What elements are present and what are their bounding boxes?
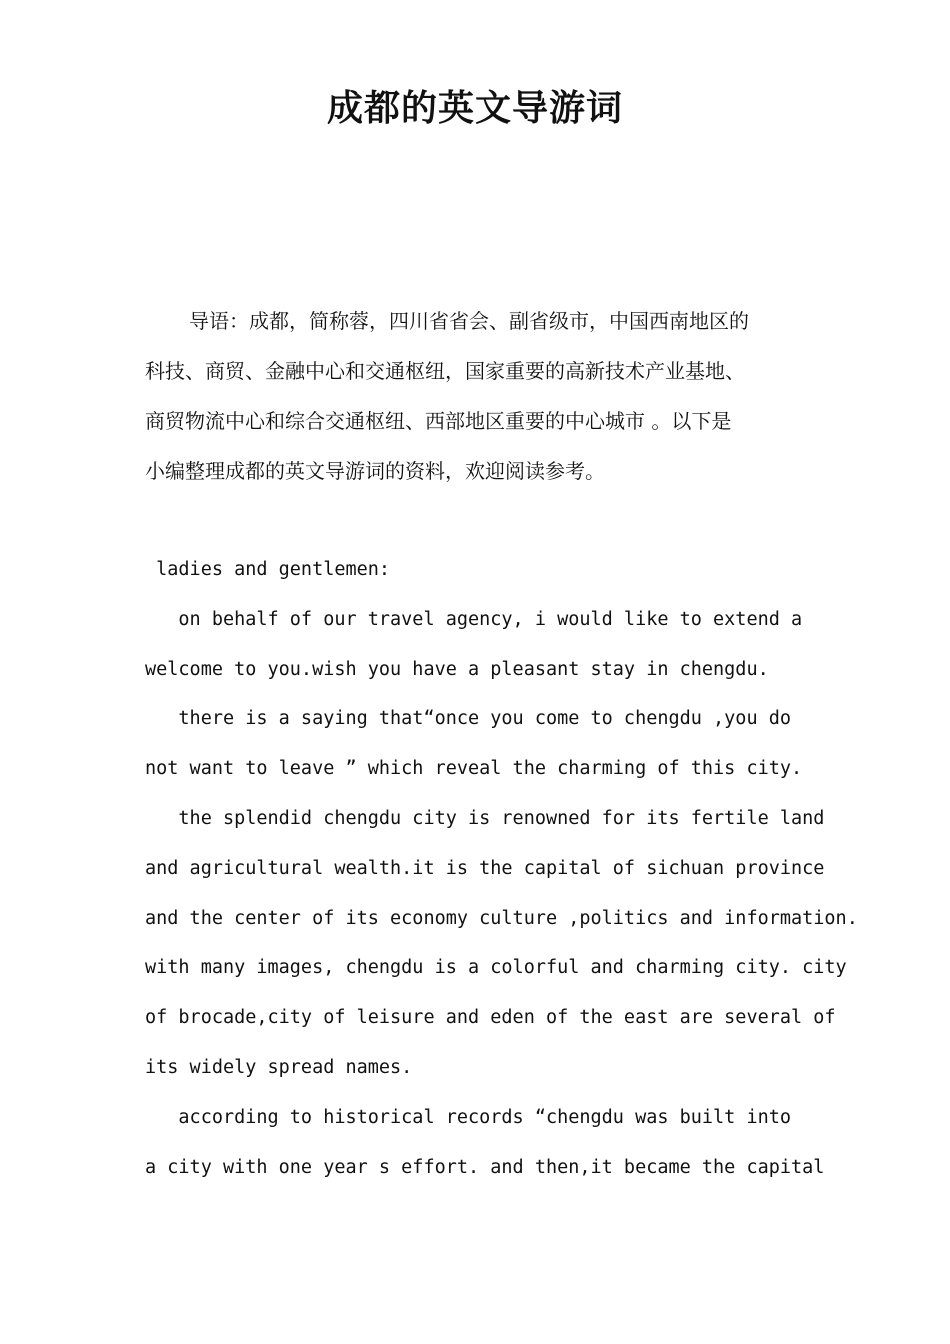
body-line: the splendid chengdu city is renowned for its fertile land (145, 807, 825, 829)
body-line: welcome to you.wish you have a pleasant stay in chengdu. (145, 658, 769, 680)
intro-line: 科技、商贸、金融中心和交通枢纽，国家重要的高新技术产业基地、 (145, 359, 745, 383)
document-title: 成都的英文导游词 (326, 87, 623, 129)
body-line: and agricultural wealth.it is the capital of sichuan province (145, 857, 825, 879)
body-line: not want to leave ” which reveal the charming of this city. (145, 758, 803, 780)
body-line: of brocade,city of leisure and eden of the east are several of (145, 1007, 836, 1029)
body-line: its widely spread names. (145, 1056, 413, 1078)
body-line: ladies and gentlemen: (145, 559, 391, 580)
body-line: on behalf of our travel agency, i would like to extend a (145, 608, 803, 630)
intro-line: 导语：成都，简称蓉，四川省省会、副省级市，中国西南地区的 (189, 309, 749, 333)
body-line: there is a saying that“once you come to chengdu ,you do (145, 708, 792, 730)
intro-paragraph (145, 296, 825, 496)
body-line: according to historical records “chengdu was built into (145, 1106, 792, 1128)
body-line: with many images, chengdu is a colorful and charming city. city (145, 957, 847, 979)
body-line: a city with one year s effort. and then,it became the capital (145, 1156, 825, 1178)
guide-speech-body (145, 545, 858, 1192)
intro-line: 商贸物流中心和综合交通枢纽、西部地区重要的中心城市 。以下是 (145, 409, 732, 433)
intro-line: 小编整理成都的英文导游词的资料，欢迎阅读参考。 (145, 459, 605, 483)
body-line: and the center of its economy culture ,politics and information. (145, 907, 858, 929)
